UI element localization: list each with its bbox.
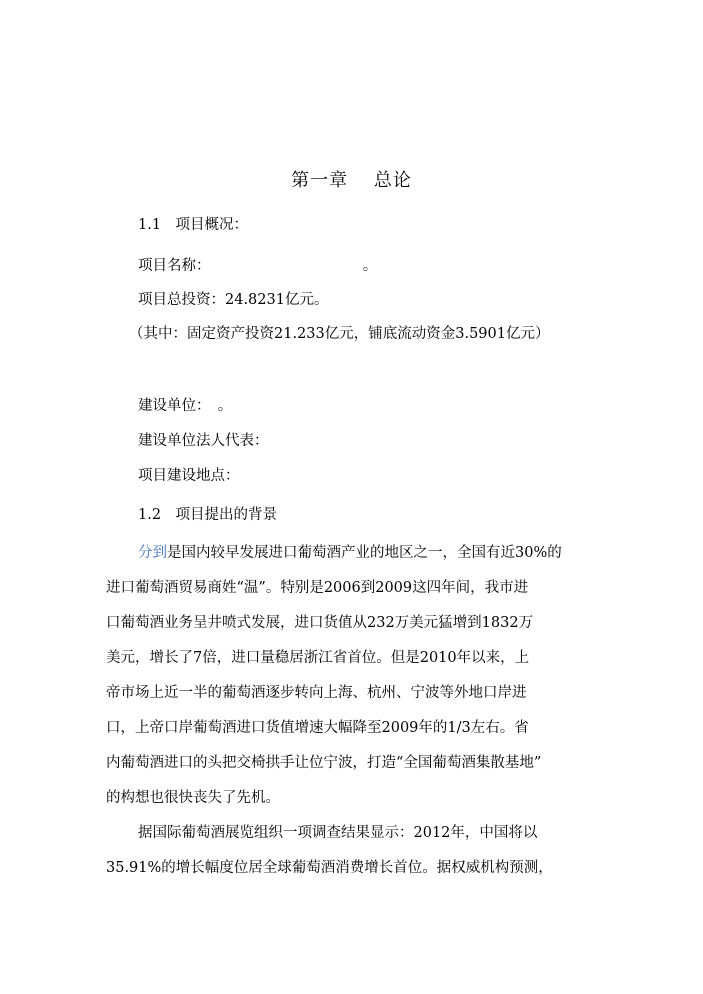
para1-line4: 美元，增长了7倍，进口量稳居浙江省首位。但是2010年以来，上 [106,650,530,666]
total-investment-line: 项目总投资：24.8231亿元。 [138,292,329,308]
para1-line5: 帝市场上近一半的葡萄酒逐步转向上海、杭州、宁波等外地口岸进 [106,685,527,701]
chapter-title: 第一章 总论 [291,170,412,191]
para1-line1 [138,543,678,563]
para1-line2: 进口葡萄酒贸易商姓“温”。特别是2006到2009这四年间，我市进 [106,580,529,596]
para1-line3: 口葡萄酒业务呈井喷式发展，进口货值从232万美元猛增到1832万 [106,615,534,631]
para1-line7: 内葡萄酒进口的头把交椅拱手让位宁波，打造“全国葡萄酒集散基地” [106,755,542,771]
section-1-2-heading: 1.2 项目提出的背景 [138,507,278,523]
location-line: 项目建设地点： [138,468,240,484]
para1-line1-text: 是国内较早发展进口葡萄酒产业的地区之一，全国有近30%的 [167,545,562,561]
highlighted-place-name: 分到 [138,545,167,561]
builder-line: 建设单位： 。 [138,398,233,414]
project-name-line: 项目名称： 。 [138,258,378,274]
legal-rep-line: 建设单位法人代表： [138,433,269,449]
investment-breakdown-line: （其中：固定资产投资21.233亿元，铺底流动资金3.5901亿元） [129,326,550,342]
para1-line8: 的构想也很快丧失了先机。 [106,790,280,806]
para2-line1: 据国际葡萄酒展览组织一项调查结果显示：2012年，中国将以 [138,825,538,841]
para1-line6: 口，上帝口岸葡萄酒进口货值增速大幅降至2009年的1/3左右。省 [106,720,529,736]
section-1-1-heading: 1.1 项目概况： [138,217,249,233]
para2-line2: 35.91%的增长幅度位居全球葡萄酒消费增长首位。据权威机构预测， [106,860,553,876]
